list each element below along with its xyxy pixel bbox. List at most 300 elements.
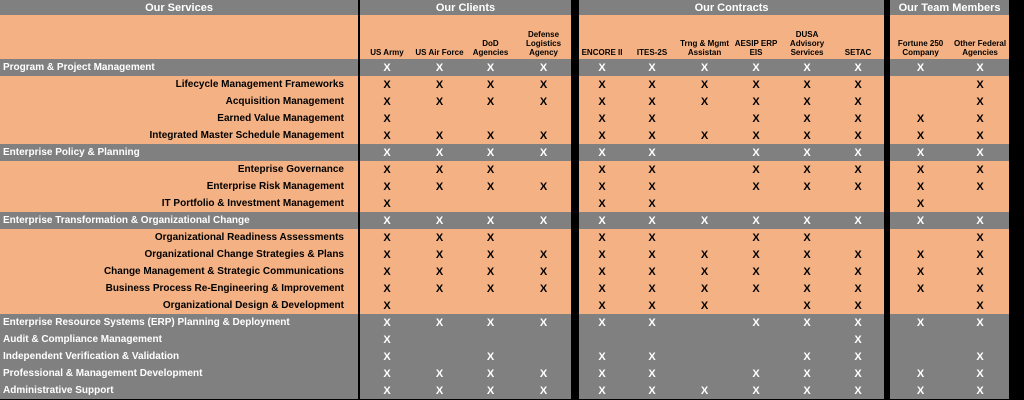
check-mark-cell: X bbox=[465, 76, 516, 93]
check-mark-cell: X bbox=[465, 229, 516, 246]
check-mark-cell: X bbox=[516, 365, 571, 382]
check-mark-cell: X bbox=[782, 110, 832, 127]
service-row bbox=[0, 229, 1024, 246]
check-mark-cell bbox=[890, 229, 951, 246]
check-mark-cell: X bbox=[782, 161, 832, 178]
column-header: US Army bbox=[360, 15, 414, 59]
check-mark-cell bbox=[679, 229, 730, 246]
check-mark-cell: X bbox=[625, 212, 679, 229]
service-label: Earned Value Management bbox=[0, 110, 358, 127]
check-mark-cell bbox=[516, 161, 571, 178]
check-mark-cell: X bbox=[360, 280, 414, 297]
service-label: Business Process Re-Engineering & Improvement bbox=[0, 280, 358, 297]
check-mark-cell bbox=[516, 348, 571, 365]
check-mark-cell: X bbox=[890, 59, 951, 76]
check-mark-cell bbox=[890, 348, 951, 365]
check-mark-cell: X bbox=[951, 246, 1009, 263]
check-mark-cell: X bbox=[465, 127, 516, 144]
check-mark-cell: X bbox=[360, 110, 414, 127]
separator bbox=[1009, 331, 1024, 348]
check-mark-cell: X bbox=[579, 348, 625, 365]
column-header: DoD Agencies bbox=[465, 15, 516, 59]
separator bbox=[1009, 314, 1024, 331]
service-label: Enteprise Governance bbox=[0, 161, 358, 178]
check-mark-cell: X bbox=[832, 331, 884, 348]
check-mark-cell: X bbox=[730, 365, 782, 382]
check-mark-cell: X bbox=[625, 144, 679, 161]
check-mark-cell bbox=[730, 348, 782, 365]
check-mark-cell bbox=[832, 229, 884, 246]
check-mark-cell bbox=[679, 110, 730, 127]
check-mark-cell: X bbox=[832, 365, 884, 382]
separator bbox=[1009, 178, 1024, 195]
check-mark-cell: X bbox=[832, 127, 884, 144]
check-mark-cell bbox=[679, 178, 730, 195]
check-mark-cell bbox=[465, 297, 516, 314]
check-mark-cell: X bbox=[579, 365, 625, 382]
check-mark-cell bbox=[516, 229, 571, 246]
check-mark-cell bbox=[951, 195, 1009, 212]
check-mark-cell: X bbox=[730, 229, 782, 246]
check-mark-cell: X bbox=[730, 144, 782, 161]
service-row bbox=[0, 76, 1024, 93]
check-mark-cell: X bbox=[414, 127, 465, 144]
check-mark-cell: X bbox=[782, 76, 832, 93]
separator bbox=[1009, 195, 1024, 212]
check-mark-cell: X bbox=[890, 212, 951, 229]
category-row bbox=[0, 314, 1024, 331]
service-label: Lifecycle Management Frameworks bbox=[0, 76, 358, 93]
check-mark-cell: X bbox=[951, 110, 1009, 127]
check-mark-cell: X bbox=[579, 59, 625, 76]
separator bbox=[571, 59, 579, 76]
category-label: Professional & Management Development bbox=[0, 365, 358, 382]
service-row bbox=[0, 297, 1024, 314]
check-mark-cell: X bbox=[625, 263, 679, 280]
column-header-row bbox=[0, 15, 1024, 59]
service-label: IT Portfolio & Investment Management bbox=[0, 195, 358, 212]
check-mark-cell: X bbox=[951, 280, 1009, 297]
check-mark-cell: X bbox=[730, 161, 782, 178]
services-header-spacer bbox=[0, 15, 358, 59]
check-mark-cell: X bbox=[832, 59, 884, 76]
check-mark-cell: X bbox=[579, 144, 625, 161]
check-mark-cell: X bbox=[579, 297, 625, 314]
check-mark-cell bbox=[782, 195, 832, 212]
check-mark-cell bbox=[951, 331, 1009, 348]
check-mark-cell: X bbox=[516, 314, 571, 331]
check-mark-cell: X bbox=[730, 59, 782, 76]
check-mark-cell bbox=[782, 331, 832, 348]
check-mark-cell bbox=[679, 331, 730, 348]
check-mark-cell bbox=[679, 365, 730, 382]
check-mark-cell: X bbox=[730, 263, 782, 280]
check-mark-cell: X bbox=[414, 144, 465, 161]
check-mark-cell bbox=[730, 297, 782, 314]
check-mark-cell bbox=[679, 161, 730, 178]
service-label: Change Management & Strategic Communications bbox=[0, 263, 358, 280]
separator bbox=[571, 144, 579, 161]
check-mark-cell: X bbox=[465, 280, 516, 297]
separator bbox=[1009, 161, 1024, 178]
separator bbox=[571, 382, 579, 399]
check-mark-cell: X bbox=[625, 161, 679, 178]
check-mark-cell bbox=[414, 297, 465, 314]
check-mark-cell: X bbox=[579, 110, 625, 127]
category-row bbox=[0, 331, 1024, 348]
check-mark-cell: X bbox=[579, 246, 625, 263]
check-mark-cell: X bbox=[782, 144, 832, 161]
separator bbox=[1009, 76, 1024, 93]
check-mark-cell: X bbox=[951, 297, 1009, 314]
check-mark-cell: X bbox=[625, 229, 679, 246]
check-mark-cell bbox=[465, 331, 516, 348]
check-mark-cell: X bbox=[465, 382, 516, 399]
check-mark-cell: X bbox=[516, 59, 571, 76]
column-header: ITES-2S bbox=[625, 15, 679, 59]
check-mark-cell: X bbox=[414, 280, 465, 297]
check-mark-cell: X bbox=[516, 212, 571, 229]
check-mark-cell: X bbox=[625, 348, 679, 365]
check-mark-cell: X bbox=[782, 229, 832, 246]
check-mark-cell: X bbox=[360, 365, 414, 382]
check-mark-cell: X bbox=[679, 263, 730, 280]
check-mark-cell: X bbox=[890, 382, 951, 399]
check-mark-cell: X bbox=[782, 280, 832, 297]
check-mark-cell bbox=[414, 110, 465, 127]
service-label: Organizational Readiness Assessments bbox=[0, 229, 358, 246]
check-mark-cell bbox=[516, 297, 571, 314]
check-mark-cell: X bbox=[465, 348, 516, 365]
check-mark-cell: X bbox=[414, 212, 465, 229]
check-mark-cell: X bbox=[465, 212, 516, 229]
check-mark-cell: X bbox=[625, 382, 679, 399]
group-clients: Our Clients bbox=[360, 0, 571, 15]
check-mark-cell: X bbox=[730, 280, 782, 297]
check-mark-cell: X bbox=[414, 93, 465, 110]
check-mark-cell: X bbox=[782, 93, 832, 110]
check-mark-cell: X bbox=[832, 263, 884, 280]
check-mark-cell: X bbox=[414, 365, 465, 382]
separator bbox=[1009, 263, 1024, 280]
check-mark-cell: X bbox=[625, 178, 679, 195]
check-mark-cell bbox=[516, 331, 571, 348]
separator bbox=[571, 195, 579, 212]
service-row bbox=[0, 263, 1024, 280]
check-mark-cell bbox=[516, 110, 571, 127]
check-mark-cell: X bbox=[579, 93, 625, 110]
check-mark-cell: X bbox=[782, 212, 832, 229]
service-row bbox=[0, 246, 1024, 263]
separator bbox=[1009, 212, 1024, 229]
separator bbox=[1009, 127, 1024, 144]
separator bbox=[1009, 297, 1024, 314]
check-mark-cell bbox=[730, 331, 782, 348]
check-mark-cell: X bbox=[414, 229, 465, 246]
category-row bbox=[0, 365, 1024, 382]
check-mark-cell: X bbox=[465, 263, 516, 280]
separator bbox=[571, 0, 579, 15]
column-header: SETAC bbox=[832, 15, 884, 59]
check-mark-cell: X bbox=[414, 246, 465, 263]
separator bbox=[1009, 365, 1024, 382]
check-mark-cell bbox=[890, 297, 951, 314]
check-mark-cell: X bbox=[782, 348, 832, 365]
separator bbox=[571, 365, 579, 382]
check-mark-cell bbox=[730, 195, 782, 212]
check-mark-cell: X bbox=[832, 280, 884, 297]
separator bbox=[571, 161, 579, 178]
column-header: US Air Force bbox=[414, 15, 465, 59]
service-row bbox=[0, 127, 1024, 144]
category-row bbox=[0, 212, 1024, 229]
check-mark-cell bbox=[679, 144, 730, 161]
check-mark-cell: X bbox=[579, 178, 625, 195]
separator bbox=[1009, 229, 1024, 246]
category-label: Program & Project Management bbox=[0, 59, 358, 76]
category-label: Audit & Compliance Management bbox=[0, 331, 358, 348]
check-mark-cell: X bbox=[465, 161, 516, 178]
check-mark-cell: X bbox=[679, 93, 730, 110]
check-mark-cell: X bbox=[516, 93, 571, 110]
separator bbox=[1009, 59, 1024, 76]
check-mark-cell: X bbox=[832, 178, 884, 195]
check-mark-cell: X bbox=[414, 178, 465, 195]
check-mark-cell: X bbox=[625, 246, 679, 263]
check-mark-cell: X bbox=[360, 178, 414, 195]
check-mark-cell: X bbox=[782, 314, 832, 331]
check-mark-cell bbox=[890, 76, 951, 93]
service-label: Integrated Master Schedule Management bbox=[0, 127, 358, 144]
separator bbox=[571, 178, 579, 195]
check-mark-cell: X bbox=[516, 127, 571, 144]
check-mark-cell: X bbox=[890, 178, 951, 195]
group-team: Our Team Members bbox=[890, 0, 1009, 15]
check-mark-cell: X bbox=[890, 144, 951, 161]
check-mark-cell: X bbox=[465, 144, 516, 161]
check-mark-cell: X bbox=[730, 93, 782, 110]
check-mark-cell: X bbox=[730, 212, 782, 229]
check-mark-cell: X bbox=[832, 110, 884, 127]
check-mark-cell: X bbox=[951, 365, 1009, 382]
check-mark-cell: X bbox=[465, 178, 516, 195]
check-mark-cell: X bbox=[414, 161, 465, 178]
column-header: Trng & Mgmt Assistan bbox=[679, 15, 730, 59]
check-mark-cell: X bbox=[516, 144, 571, 161]
check-mark-cell: X bbox=[679, 76, 730, 93]
check-mark-cell: X bbox=[730, 178, 782, 195]
check-mark-cell: X bbox=[465, 246, 516, 263]
check-mark-cell: X bbox=[625, 127, 679, 144]
check-mark-cell bbox=[679, 314, 730, 331]
check-mark-cell: X bbox=[832, 382, 884, 399]
separator bbox=[571, 76, 579, 93]
check-mark-cell: X bbox=[625, 195, 679, 212]
check-mark-cell: X bbox=[360, 382, 414, 399]
check-mark-cell: X bbox=[951, 59, 1009, 76]
separator bbox=[1009, 144, 1024, 161]
check-mark-cell: X bbox=[516, 246, 571, 263]
check-mark-cell: X bbox=[730, 127, 782, 144]
category-label: Enterprise Transformation & Organizational Change bbox=[0, 212, 358, 229]
check-mark-cell: X bbox=[951, 212, 1009, 229]
check-mark-cell bbox=[516, 195, 571, 212]
category-row bbox=[0, 144, 1024, 161]
check-mark-cell: X bbox=[832, 314, 884, 331]
check-mark-cell: X bbox=[951, 178, 1009, 195]
category-row bbox=[0, 348, 1024, 365]
check-mark-cell: X bbox=[951, 127, 1009, 144]
check-mark-cell: X bbox=[782, 59, 832, 76]
check-mark-cell: X bbox=[890, 263, 951, 280]
check-mark-cell: X bbox=[360, 59, 414, 76]
category-label: Independent Verification & Validation bbox=[0, 348, 358, 365]
separator bbox=[1009, 382, 1024, 399]
column-header: Defense Logistics Agency bbox=[516, 15, 571, 59]
check-mark-cell: X bbox=[890, 195, 951, 212]
check-mark-cell: X bbox=[951, 314, 1009, 331]
check-mark-cell: X bbox=[625, 314, 679, 331]
check-mark-cell: X bbox=[360, 263, 414, 280]
separator bbox=[571, 263, 579, 280]
check-mark-cell: X bbox=[516, 382, 571, 399]
group-header-row bbox=[0, 0, 1024, 15]
check-mark-cell: X bbox=[516, 280, 571, 297]
check-mark-cell bbox=[465, 195, 516, 212]
check-mark-cell: X bbox=[625, 93, 679, 110]
separator bbox=[571, 93, 579, 110]
category-label: Administrative Support bbox=[0, 382, 358, 399]
check-mark-cell: X bbox=[360, 314, 414, 331]
check-mark-cell: X bbox=[782, 127, 832, 144]
check-mark-cell: X bbox=[730, 76, 782, 93]
service-row bbox=[0, 280, 1024, 297]
check-mark-cell: X bbox=[579, 161, 625, 178]
service-row bbox=[0, 110, 1024, 127]
check-mark-cell: X bbox=[579, 229, 625, 246]
check-mark-cell: X bbox=[951, 382, 1009, 399]
category-row bbox=[0, 382, 1024, 399]
check-mark-cell: X bbox=[360, 93, 414, 110]
category-label: Enterprise Resource Systems (ERP) Planning & Deployment bbox=[0, 314, 358, 331]
check-mark-cell bbox=[890, 93, 951, 110]
check-mark-cell bbox=[679, 195, 730, 212]
check-mark-cell: X bbox=[730, 246, 782, 263]
separator bbox=[571, 127, 579, 144]
check-mark-cell: X bbox=[360, 229, 414, 246]
check-mark-cell: X bbox=[890, 246, 951, 263]
check-mark-cell: X bbox=[832, 348, 884, 365]
column-header: ENCORE II bbox=[579, 15, 625, 59]
separator bbox=[571, 314, 579, 331]
check-mark-cell: X bbox=[579, 314, 625, 331]
check-mark-cell: X bbox=[832, 246, 884, 263]
check-mark-cell: X bbox=[890, 110, 951, 127]
check-mark-cell: X bbox=[679, 382, 730, 399]
check-mark-cell: X bbox=[625, 297, 679, 314]
service-row bbox=[0, 93, 1024, 110]
check-mark-cell: X bbox=[579, 76, 625, 93]
column-header: AESIP ERP EIS bbox=[730, 15, 782, 59]
service-row bbox=[0, 161, 1024, 178]
check-mark-cell: X bbox=[679, 212, 730, 229]
check-mark-cell: X bbox=[579, 280, 625, 297]
check-mark-cell: X bbox=[679, 127, 730, 144]
check-mark-cell: X bbox=[625, 280, 679, 297]
check-mark-cell: X bbox=[516, 263, 571, 280]
check-mark-cell: X bbox=[360, 348, 414, 365]
category-label: Enterprise Policy & Planning bbox=[0, 144, 358, 161]
check-mark-cell: X bbox=[951, 263, 1009, 280]
check-mark-cell: X bbox=[465, 365, 516, 382]
check-mark-cell: X bbox=[832, 297, 884, 314]
service-label: Organizational Change Strategies & Plans bbox=[0, 246, 358, 263]
separator bbox=[571, 348, 579, 365]
check-mark-cell: X bbox=[679, 59, 730, 76]
check-mark-cell: X bbox=[414, 314, 465, 331]
check-mark-cell: X bbox=[465, 314, 516, 331]
check-mark-cell: X bbox=[890, 365, 951, 382]
check-mark-cell: X bbox=[414, 59, 465, 76]
check-mark-cell: X bbox=[679, 280, 730, 297]
check-mark-cell: X bbox=[679, 246, 730, 263]
check-mark-cell: X bbox=[782, 297, 832, 314]
service-row bbox=[0, 178, 1024, 195]
check-mark-cell: X bbox=[579, 382, 625, 399]
check-mark-cell: X bbox=[414, 76, 465, 93]
check-mark-cell: X bbox=[360, 127, 414, 144]
service-label: Organizational Design & Development bbox=[0, 297, 358, 314]
check-mark-cell: X bbox=[782, 263, 832, 280]
check-mark-cell: X bbox=[679, 297, 730, 314]
check-mark-cell: X bbox=[890, 161, 951, 178]
check-mark-cell: X bbox=[782, 246, 832, 263]
separator bbox=[1009, 246, 1024, 263]
column-header: Fortune 250 Company bbox=[890, 15, 951, 59]
separator bbox=[1009, 110, 1024, 127]
check-mark-cell: X bbox=[579, 212, 625, 229]
check-mark-cell: X bbox=[360, 144, 414, 161]
separator bbox=[1009, 93, 1024, 110]
check-mark-cell: X bbox=[951, 161, 1009, 178]
check-mark-cell: X bbox=[360, 297, 414, 314]
check-mark-cell bbox=[890, 331, 951, 348]
check-mark-cell: X bbox=[951, 76, 1009, 93]
check-mark-cell: X bbox=[516, 76, 571, 93]
check-mark-cell bbox=[832, 195, 884, 212]
check-mark-cell: X bbox=[890, 127, 951, 144]
check-mark-cell bbox=[414, 331, 465, 348]
separator bbox=[571, 110, 579, 127]
group-services: Our Services bbox=[0, 0, 358, 15]
service-label: Enterprise Risk Management bbox=[0, 178, 358, 195]
check-mark-cell: X bbox=[360, 331, 414, 348]
check-mark-cell: X bbox=[832, 161, 884, 178]
service-label: Acquisition Management bbox=[0, 93, 358, 110]
separator bbox=[571, 297, 579, 314]
check-mark-cell: X bbox=[579, 263, 625, 280]
check-mark-cell: X bbox=[579, 127, 625, 144]
check-mark-cell bbox=[414, 348, 465, 365]
check-mark-cell: X bbox=[360, 195, 414, 212]
check-mark-cell bbox=[579, 331, 625, 348]
check-mark-cell bbox=[625, 331, 679, 348]
column-header: DUSA Advisory Services bbox=[782, 15, 832, 59]
separator bbox=[571, 212, 579, 229]
column-header: Other Federal Agencies bbox=[951, 15, 1009, 59]
separator bbox=[571, 331, 579, 348]
check-mark-cell: X bbox=[951, 348, 1009, 365]
